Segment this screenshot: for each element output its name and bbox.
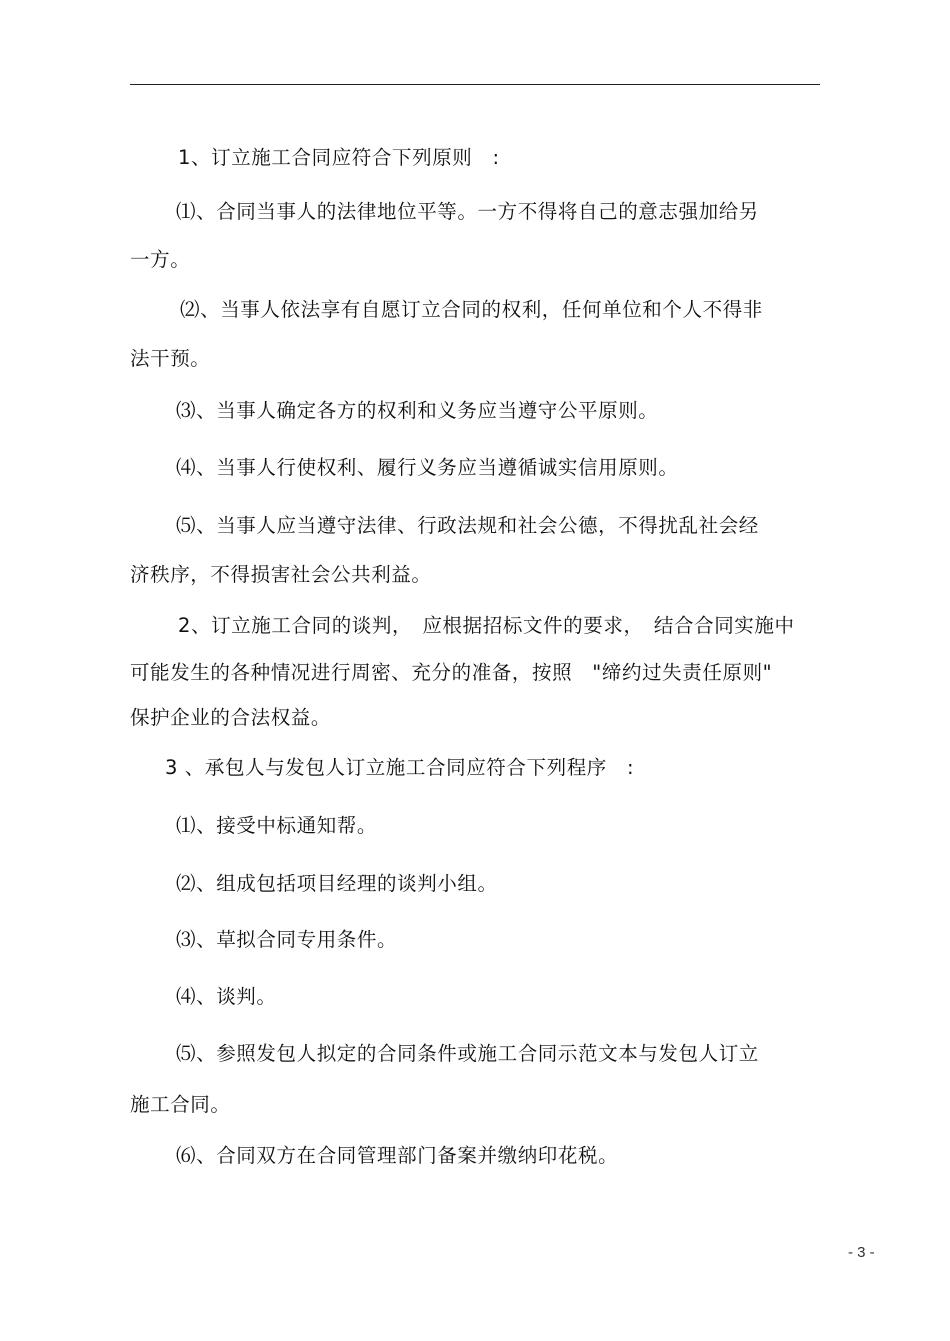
paragraph-line: 保护企业的合法权益。: [130, 706, 332, 729]
list-item: ⑹、合同双方在合同管理部门备案并缴纳印花税。: [176, 1144, 619, 1167]
paragraph-line: 施工合同。: [130, 1093, 231, 1116]
paragraph-line: 可能发生的各种情况进行周密、充分的准备，按照 "缔约过失责任原则": [130, 661, 773, 684]
heading-3: 3 、承包人与发包人订立施工合同应符合下列程序 :: [165, 756, 635, 779]
paragraph-line: 法干预。: [130, 347, 211, 370]
list-item: ⑸、参照发包人拟定的合同条件或施工合同示范文本与发包人订立: [176, 1042, 759, 1065]
paragraph-line: 济秩序，不得损害社会公共利益。: [130, 563, 432, 586]
heading-2: 2、订立施工合同的谈判， 应根据招标文件的要求， 结合合同实施中: [178, 614, 795, 637]
list-item: ⑴、接受中标通知帮。: [176, 814, 378, 837]
paragraph-line: ⑷、当事人行使权利、履行义务应当遵循诚实信用原则。: [176, 456, 679, 479]
paragraph-line: ⑵、当事人依法享有自愿订立合同的权利，任何单位和个人不得非: [180, 298, 763, 321]
page-number: - 3 -: [848, 1244, 875, 1261]
paragraph-line: ⑶、当事人确定各方的权利和义务应当遵守公平原则。: [176, 399, 659, 422]
header-rule: [130, 84, 820, 85]
list-item: ⑷、谈判。: [176, 985, 277, 1008]
paragraph-line: 一方。: [130, 248, 191, 271]
list-item: ⑵、组成包括项目经理的谈判小组。: [176, 872, 498, 895]
paragraph-line: ⑸、当事人应当遵守法律、行政法规和社会公德，不得扰乱社会经: [176, 514, 759, 537]
heading-1: 1、订立施工合同应符合下列原则 :: [178, 146, 500, 169]
paragraph-line: ⑴、合同当事人的法律地位平等。一方不得将自己的意志强加给另: [176, 200, 759, 223]
list-item: ⑶、草拟合同专用条件。: [176, 928, 398, 951]
